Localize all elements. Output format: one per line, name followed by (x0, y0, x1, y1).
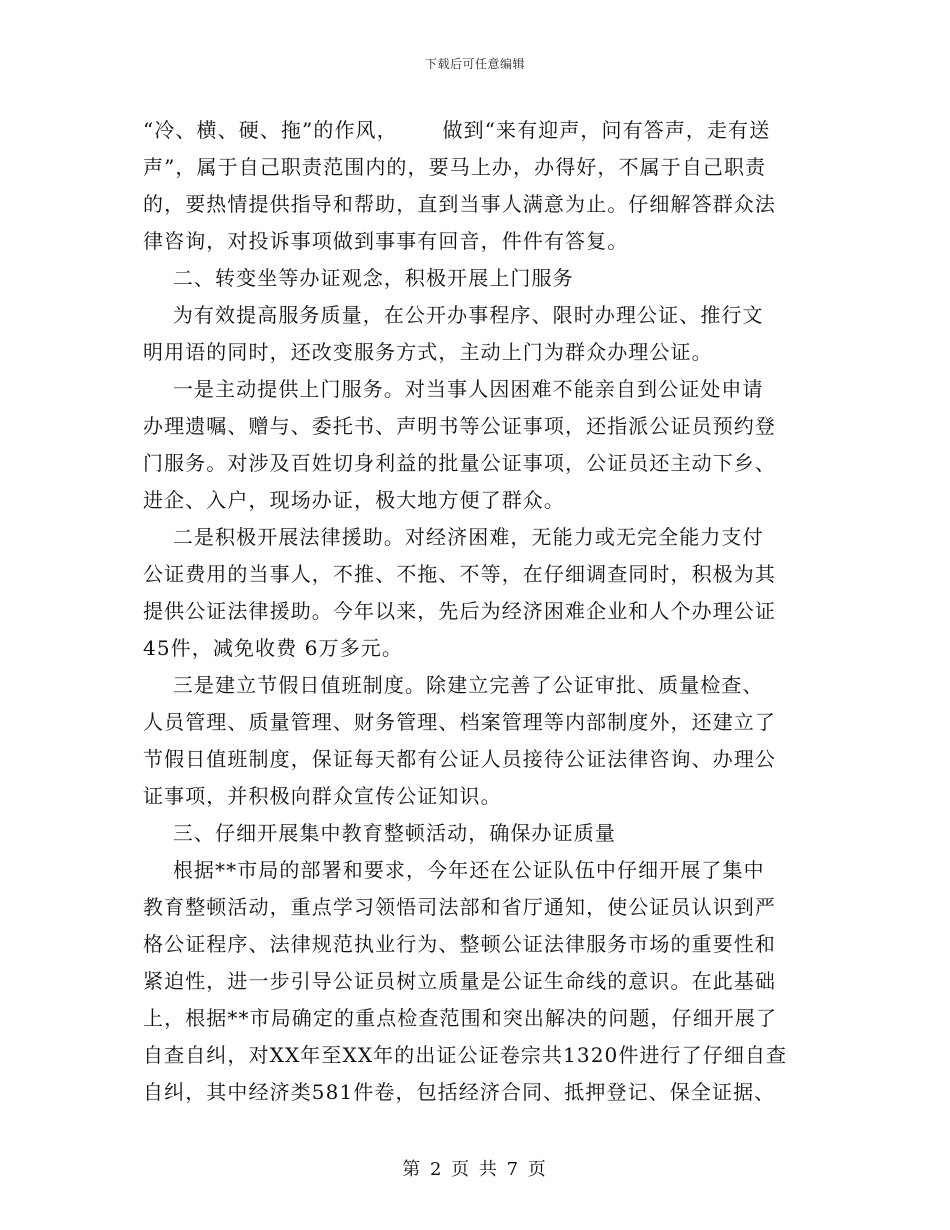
page-number-label: 第 2 页 共 7 页 (402, 1159, 548, 1180)
text-line: 进企、入户，现场办证，极大地方便了群众。 (143, 488, 565, 512)
section-heading: 二、转变坐等办证观念，积极开展上门服务 (143, 266, 574, 290)
text-line: 明用语的同时，还改变服务方式，主动上门为群众办理公证。 (143, 340, 713, 364)
text-line: 一是主动提供上门服务。对当事人因困难不能亲自到公证处申请 (143, 377, 764, 401)
page-header-note: 下载后可任意编辑 (424, 57, 525, 71)
section-heading: 三、仔细开展集中教育整顿活动，确保办证质量 (143, 821, 616, 845)
text-line: 证事项，并积极向群众宣传公证知识。 (143, 784, 502, 808)
text-line: 节假日值班制度，保证每天都有公证人员接待公证法律咨询、办理公 (143, 747, 776, 771)
text-line: 声”，属于自己职责范围内的，要马上办，办得好，不属于自己职责 (143, 155, 767, 179)
text-line: 提供公证法律援助。今年以来，先后为经济困难企业和人个办理公证 (143, 599, 776, 623)
text-line: 上，根据**市局确定的重点检查范围和突出解决的问题，仔细开展了 (143, 1006, 778, 1030)
text-line: 的，要热情提供指导和帮助，直到当事人满意为止。仔细解答群众法 (143, 192, 776, 216)
text-line: 律咨询，对投诉事项做到事事有回音，件件有答复。 (143, 229, 629, 253)
text-line: 自查自纠，对XX年至XX年的出证公证卷宗共1320件进行了仔细自查 (143, 1043, 788, 1067)
text-line: 45件，减免收费 6万多元。 (143, 636, 403, 660)
text-line: 公证费用的当事人，不推、不拖、不等，在仔细调查同时，积极为其 (143, 562, 776, 586)
document-body (143, 112, 807, 1111)
text-line: “冷、横、硬、拖”的作风， 做到“来有迎声，问有答声，走有送 (143, 118, 771, 142)
text-line: 三是建立节假日值班制度。除建立完善了公证审批、质量检查、 (143, 673, 764, 697)
text-line: 根据**市局的部署和要求，今年还在公证队伍中仔细开展了集中 (143, 858, 765, 882)
text-line: 人员管理、质量管理、财务管理、档案管理等内部制度外，还建立了 (143, 710, 776, 734)
text-line: 教育整顿活动，重点学习领悟司法部和省厅通知，使公证员认识到严 (143, 895, 776, 919)
text-line: 为有效提高服务质量，在公开办事程序、限时办理公证、推行文 (143, 303, 764, 327)
page-number (0, 1155, 950, 1181)
text-line: 格公证程序、法律规范执业行为、整顿公证法律服务市场的重要性和 (143, 932, 776, 956)
text-line: 门服务。对涉及百姓切身利益的批量公证事项，公证员还主动下乡、 (143, 451, 776, 475)
text-line: 自纠，其中经济类581件卷，包括经济合同、抵押登记、保全证据、 (143, 1080, 776, 1104)
text-line: 办理遗嘱、赠与、委托书、声明书等公证事项，还指派公证员预约登 (143, 414, 776, 438)
text-line: 紧迫性，进一步引导公证员树立质量是公证生命线的意识。在此基础 (143, 969, 776, 993)
text-line: 二是积极开展法律援助。对经济困难，无能力或无完全能力支付 (143, 525, 764, 549)
